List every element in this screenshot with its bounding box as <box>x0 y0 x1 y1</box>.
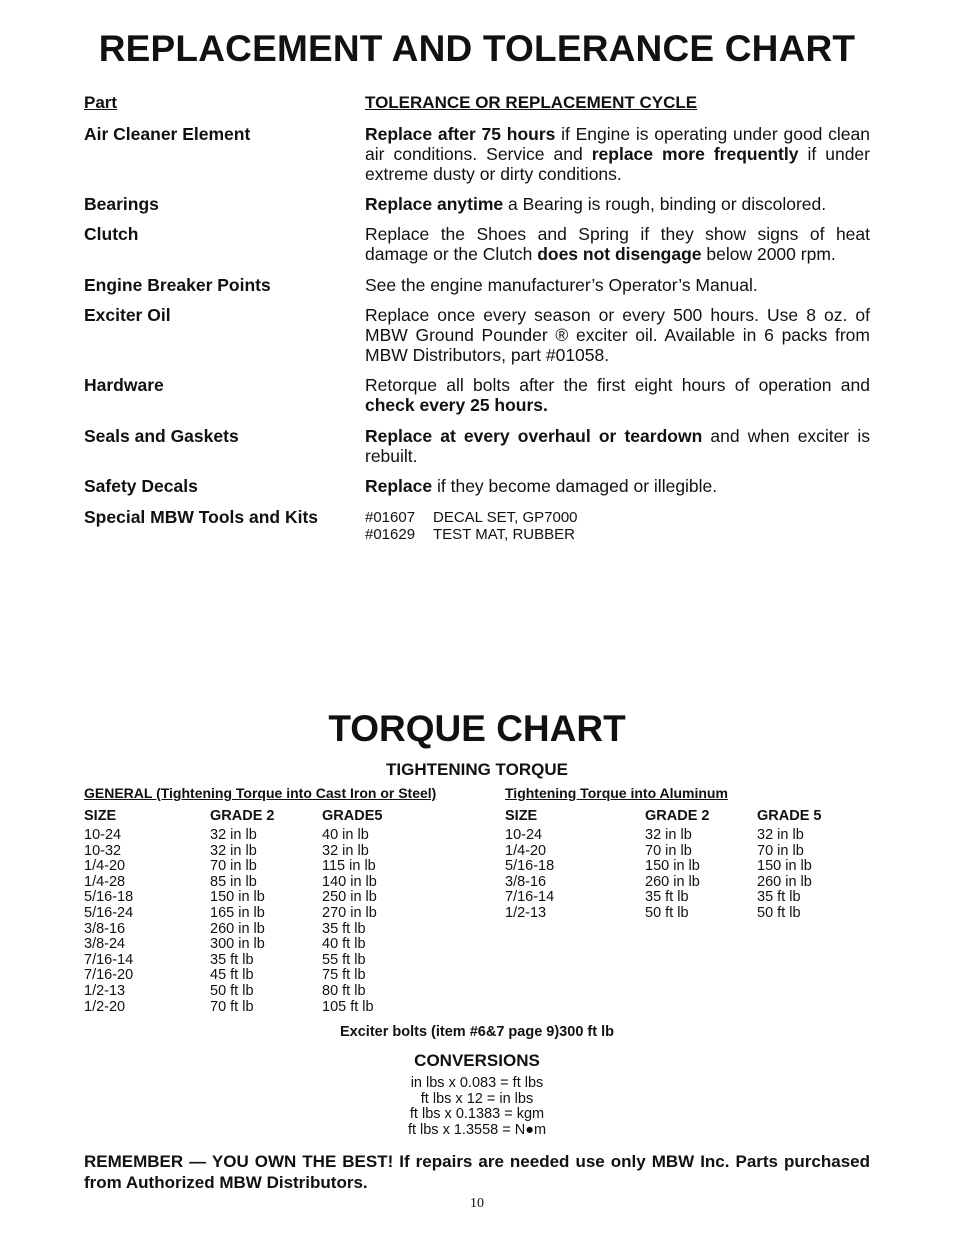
kit-item: #01607 DECAL SET, GP7000 <box>365 509 578 526</box>
table-cell: 270 in lb <box>322 904 377 921</box>
table-cell: 80 ft lb <box>322 982 366 999</box>
part-name: Special MBW Tools and Kits <box>84 507 319 527</box>
table-cell: 260 in lb <box>210 920 265 937</box>
col-header-grade2: GRADE 2 <box>645 808 710 824</box>
kit-list <box>365 509 870 543</box>
table-cell: 3/8-16 <box>505 873 547 890</box>
table-cell: 140 in lb <box>322 873 377 890</box>
table-cell: 150 in lb <box>757 858 812 875</box>
table-cell: 35 ft lb <box>757 889 801 906</box>
table-cell: 10-24 <box>505 827 543 843</box>
kit-item: #01629 TEST MAT, RUBBER <box>365 526 575 543</box>
table-cell: 1/2-13 <box>84 982 126 999</box>
table-cell: 165 in lb <box>210 904 265 921</box>
part-name: Exciter Oil <box>84 305 171 325</box>
cycle-text: Replace once every season or every 500 hours. Use 8 oz. of MBW Ground Pounder ® exciter oil. Available in 6 packs from MBW Distributors, part #01058. <box>365 305 870 365</box>
table-cell: 250 in lb <box>322 889 377 906</box>
table-cell: 1/4-20 <box>84 858 126 875</box>
col-header-grade5: GRADE 5 <box>757 808 822 824</box>
table-cell: 40 in lb <box>322 827 369 843</box>
table-cell: 1/4-20 <box>505 842 547 859</box>
page-title: REPLACEMENT AND TOLERANCE CHART <box>98 28 856 69</box>
part-name: Clutch <box>84 224 139 244</box>
part-name: Engine Breaker Points <box>84 275 271 295</box>
table-cell: 50 ft lb <box>645 904 689 921</box>
table-cell: 35 ft lb <box>210 951 254 968</box>
column-header-part: Part <box>84 93 118 112</box>
part-name: Seals and Gaskets <box>84 426 239 446</box>
table-cell: 70 ft lb <box>210 998 254 1015</box>
table-cell: 32 in lb <box>210 842 257 859</box>
col-header-size: SIZE <box>505 808 538 824</box>
table-cell: 1/4-28 <box>84 873 126 890</box>
table-cell: 260 in lb <box>757 873 812 890</box>
table-cell: 50 ft lb <box>757 904 801 921</box>
table-cell: 35 ft lb <box>322 920 366 937</box>
aluminum-size-column <box>505 828 554 922</box>
table-cell: in lbs x 0.083 = ft lbs <box>410 1075 544 1091</box>
torque-title: TORQUE CHART <box>328 708 626 749</box>
table-cell: 10-32 <box>84 842 122 859</box>
table-cell: 32 in lb <box>210 827 257 843</box>
table-cell: 10-24 <box>84 827 122 843</box>
cycle-text: Replace after 75 hours if Engine is operating under good clean air conditions. Service and replace more frequently if under extreme dusty or dirty conditions. <box>365 124 870 184</box>
cycle-text: Retorque all bolts after the first eight hours of operation and check every 25 hours. <box>365 375 870 415</box>
table-cell: 7/16-20 <box>84 967 134 984</box>
aluminum-grade2-column <box>645 828 700 922</box>
general-grade2-column <box>210 828 265 1015</box>
table-cell: 70 in lb <box>645 842 692 859</box>
table-cell: 3/8-16 <box>84 920 126 937</box>
table-cell: 32 in lb <box>757 827 804 843</box>
page-number: 10 <box>470 1196 484 1211</box>
part-name: Bearings <box>84 194 159 214</box>
table-cell: 3/8-24 <box>84 936 126 953</box>
table-cell: 260 in lb <box>645 873 700 890</box>
table-cell: 32 in lb <box>645 827 692 843</box>
col-header-size: SIZE <box>84 808 117 824</box>
table-cell: 5/16-24 <box>84 904 134 921</box>
table-cell: 105 ft lb <box>322 998 374 1015</box>
cycle-text: Replace at every overhaul or teardown and when exciter is rebuilt. <box>365 426 870 466</box>
table-cell: 150 in lb <box>645 858 700 875</box>
general-heading: GENERAL (Tightening Torque into Cast Iron or Steel) <box>84 785 437 801</box>
col-header-grade5: GRADE5 <box>322 808 383 824</box>
table-cell: 85 in lb <box>210 873 257 890</box>
table-cell: 35 ft lb <box>645 889 689 906</box>
table-cell: 70 in lb <box>757 842 804 859</box>
conversions-title: CONVERSIONS <box>414 1051 540 1070</box>
table-cell: 32 in lb <box>322 842 369 859</box>
table-cell: ft lbs x 1.3558 = N●m <box>407 1121 547 1138</box>
exciter-note: Exciter bolts (item #6&7 page 9)300 ft lb <box>340 1024 614 1040</box>
table-cell: 115 in lb <box>322 858 376 875</box>
table-cell: 7/16-14 <box>505 889 555 906</box>
col-header-grade2: GRADE 2 <box>210 808 275 824</box>
cycle-text: Replace the Shoes and Spring if they show signs of heat damage or the Clutch does not disengage below 2000 rpm. <box>365 224 870 264</box>
table-cell: 40 ft lb <box>322 936 366 953</box>
table-cell: 50 ft lb <box>210 982 254 999</box>
general-size-column <box>84 828 133 1015</box>
table-cell: 55 ft lb <box>322 951 366 968</box>
table-cell: 75 ft lb <box>322 967 366 984</box>
table-cell: 7/16-14 <box>84 951 134 968</box>
table-cell: ft lbs x 0.1383 = kgm <box>409 1106 545 1123</box>
remember-note: REMEMBER — YOU OWN THE BEST! If repairs are needed use only MBW Inc. Parts purchased from Authorized MBW Distributors. <box>84 1152 870 1192</box>
table-cell: 5/16-18 <box>505 858 555 875</box>
cycle-text: Replace anytime a Bearing is rough, binding or discolored. <box>365 194 827 214</box>
aluminum-heading: Tightening Torque into Aluminum <box>505 785 728 801</box>
part-name: Hardware <box>84 375 164 395</box>
conversions-list <box>0 1076 954 1138</box>
cycle-text: Replace if they become damaged or illegible. <box>365 476 718 496</box>
table-cell: 150 in lb <box>210 889 265 906</box>
table-cell: 1/2-13 <box>505 904 547 921</box>
table-cell: 1/2-20 <box>84 998 126 1015</box>
part-name: Air Cleaner Element <box>84 124 251 144</box>
general-grade5-column <box>322 828 377 1015</box>
table-cell: 70 in lb <box>210 858 257 875</box>
table-cell: 45 ft lb <box>210 967 254 984</box>
table-cell: 5/16-18 <box>84 889 134 906</box>
part-name: Safety Decals <box>84 476 198 496</box>
aluminum-grade5-column <box>757 828 812 922</box>
torque-subtitle: TIGHTENING TORQUE <box>386 760 568 779</box>
table-cell: ft lbs x 12 = in lbs <box>420 1090 534 1107</box>
cycle-text: See the engine manufacturer’s Operator’s Manual. <box>365 275 758 295</box>
table-cell: 300 in lb <box>210 936 265 953</box>
column-header-cycle: TOLERANCE OR REPLACEMENT CYCLE <box>365 93 698 112</box>
